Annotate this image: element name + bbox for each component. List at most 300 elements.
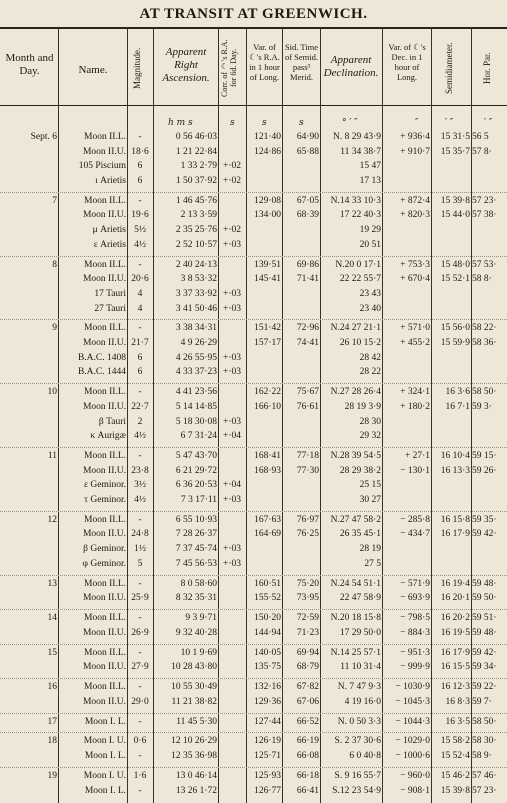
magnitude-cell: 4½ [134,431,146,442]
ra-variation-cell: 126·19 [254,736,281,747]
magnitude-cell: 6 [137,367,143,378]
units-semid: ′ ″ [445,118,454,128]
ra-variation-cell: 127·44 [254,716,281,727]
object-name-cell: Moon I. L. [84,785,126,796]
magnitude-cell: 29·0 [131,696,149,707]
horizontal-parallax-cell: 57 38· [472,210,497,221]
right-ascension-cell: 10 55 30·49 [171,682,217,693]
horizontal-parallax-cell: 58 36· [472,338,497,349]
semidiameter-cell: 15 58·2 [440,736,470,747]
object-name-cell: Moon II.U. [82,627,126,638]
right-ascension-cell: 11 45 5·30 [176,716,217,727]
ra-correction-cell: +·02 [222,225,242,236]
object-name-cell: Moon I. U. [83,770,126,781]
object-name-cell: Moon II.L. [84,578,126,589]
magnitude-cell: - [138,647,142,658]
month-day-cell: 16 [47,682,57,693]
object-name-cell: β Geminor. [83,544,126,555]
right-ascension-cell: 1 46 45·76 [175,195,217,206]
right-ascension-cell: 5 14 14·85 [175,401,217,412]
dec-variation-cell: − 1044·3 [395,716,430,727]
horizontal-parallax-cell: 58 50· [472,716,497,727]
magnitude-cell: - [138,514,142,525]
right-ascension-cell: 11 21 38·82 [171,696,217,707]
magnitude-cell: 24·8 [131,529,149,540]
header-apparent-ra: Apparent Right Ascension. [162,46,210,84]
declination-cell: 23 40 [359,303,381,314]
month-day-cell: 18 [47,736,57,747]
semidiameter-cell: 16 19·4 [440,578,470,589]
right-ascension-cell: 5 47 43·70 [175,451,217,461]
right-ascension-cell: 7 45 56·53 [175,558,217,569]
dec-variation-cell: − 1000·6 [395,751,430,762]
sidereal-time-cell: 69·86 [296,259,319,270]
object-name-cell: B.A.C. 1408 [77,352,126,363]
ra-variation-cell: 121·40 [254,132,281,142]
group-separator [0,644,507,645]
header-semidiameter: Semidiameter. [444,42,454,94]
header-hor-par: Hor. Par. [482,52,492,84]
sidereal-time-cell: 68·79 [296,662,319,673]
horizontal-parallax-cell: 59 15· [472,451,497,461]
semidiameter-cell: 15 35·7 [440,146,470,157]
sidereal-time-cell: 72·59 [296,613,319,624]
dec-variation-cell: − 960·0 [400,770,430,781]
magnitude-cell: 5 [137,558,143,569]
month-day-cell: 10 [47,387,57,398]
declination-cell: S. 9 16 55·7 [334,770,381,781]
month-day-cell: 15 [47,647,57,658]
ra-correction-cell: +·02 [222,161,242,172]
ra-variation-cell: 140·05 [254,647,281,658]
object-name-cell: 17 Tauri [94,288,126,299]
right-ascension-cell: 4 9 26·29 [180,338,217,349]
declination-cell: N.20 18 15·8 [330,613,381,624]
semidiameter-cell: 15 39·8 [440,195,470,206]
column-divider [153,28,154,803]
dec-variation-cell: + 27·1 [404,451,430,461]
page-title: AT TRANSIT AT GREENWICH. [139,6,368,22]
declination-cell: 28 42 [359,352,381,363]
magnitude-cell: - [138,195,142,206]
header-name: Name. [78,64,108,76]
object-name-cell: Moon II.U. [82,593,126,604]
semidiameter-cell: 16 3·5 [445,716,470,727]
ra-correction-cell: +·03 [222,494,242,505]
sidereal-time-cell: 66·08 [296,751,319,762]
group-separator [0,511,507,512]
sidereal-time-cell: 67·06 [296,696,319,707]
horizontal-parallax-cell: 58 9· [472,751,492,762]
ra-correction-cell: +·02 [222,175,242,186]
ra-variation-cell: 139·51 [254,259,281,270]
units-dec: ° ′ ″ [342,118,358,128]
declination-cell: N.24 54 51·1 [330,578,381,589]
dec-variation-cell: + 571·0 [400,323,430,334]
semidiameter-cell: 15 52·4 [440,751,470,762]
right-ascension-cell: 3 8 53·32 [180,274,217,285]
header-var-ra: Var. of ☾'s R.A. in 1 hour of Long. [249,42,280,82]
sidereal-time-cell: 67·82 [296,682,319,693]
magnitude-cell: 4½ [134,239,146,250]
sidereal-time-cell: 71·23 [296,627,319,638]
horizontal-parallax-cell: 59 42· [472,529,497,540]
semidiameter-cell: 16 3·6 [445,387,470,398]
horizontal-parallax-cell: 59 34· [472,662,497,673]
right-ascension-cell: 13 0 46·14 [175,770,217,781]
ra-correction-cell: +·03 [222,544,242,555]
horizontal-parallax-cell: 58 50· [472,387,497,398]
magnitude-cell: 20·6 [131,274,149,285]
object-name-cell: ε Geminor. [84,480,126,491]
dec-variation-cell: − 130·1 [400,465,430,476]
magnitude-cell: 0·6 [133,736,147,747]
object-name-cell: Moon I. L. [84,751,126,762]
declination-cell: 28 19 [359,544,381,555]
magnitude-cell: 26·9 [131,627,149,638]
dec-variation-cell: − 434·7 [400,529,430,540]
dec-variation-cell: − 999·9 [400,662,430,673]
ra-variation-cell: 166·10 [254,401,281,412]
declination-cell: N.28 39 54·5 [330,451,381,461]
horizontal-parallax-cell: 59 48· [472,578,497,589]
declination-cell: 25 15 [359,480,381,491]
dec-variation-cell: + 180·2 [400,401,430,412]
units-corr: s [230,118,235,128]
magnitude-cell: 6 [137,175,143,186]
dec-variation-cell: − 951·3 [400,647,430,658]
group-separator [0,609,507,610]
object-name-cell: Moon II.L. [84,613,126,624]
semidiameter-cell: 16 19·5 [440,627,470,638]
sidereal-time-cell: 73·95 [296,593,319,604]
semidiameter-cell: 16 15·5 [440,662,470,673]
ra-variation-cell: 151·42 [254,323,281,334]
header-month-day: Month and Day. [5,52,54,77]
dec-variation-cell: − 884·3 [400,627,430,638]
declination-cell: N. 7 47 9·3 [337,682,381,693]
magnitude-cell: - [138,716,142,727]
sidereal-time-cell: 64·90 [296,132,319,142]
dec-variation-cell: − 798·5 [400,613,430,624]
declination-cell: 6 0 40·8 [349,751,381,762]
ra-variation-cell: 164·69 [254,529,281,540]
horizontal-parallax-cell: 59 50· [472,593,497,604]
magnitude-cell: 1½ [134,544,146,555]
horizontal-parallax-cell: 57 23· [472,785,497,796]
ra-correction-cell: +·03 [222,558,242,569]
sidereal-time-cell: 72·96 [296,323,319,334]
group-separator [0,713,507,714]
declination-cell: N.27 47 58·2 [330,514,381,525]
sidereal-time-cell: 65·88 [296,146,319,157]
sidereal-time-cell: 77·30 [296,465,319,476]
ra-variation-cell: 134·00 [254,210,281,221]
units-ra: h m s [168,118,193,128]
group-separator [0,447,507,448]
right-ascension-cell: 7 28 26·37 [175,529,217,540]
right-ascension-cell: 12 35 36·98 [171,751,217,762]
dec-variation-cell: + 753·3 [400,259,430,270]
group-separator [0,192,507,193]
magnitude-cell: 21·7 [131,338,149,349]
magnitude-cell: - [138,613,142,624]
horizontal-parallax-cell: 59 35· [472,514,497,525]
column-divider [58,28,59,803]
ra-correction-cell: +·03 [222,367,242,378]
magnitude-cell: - [138,785,142,796]
group-separator [0,319,507,320]
sidereal-time-cell: 76·97 [296,514,319,525]
dec-variation-cell: − 571·9 [400,578,430,589]
right-ascension-cell: 6 21 29·72 [175,465,217,476]
month-day-cell: 11 [47,451,57,461]
semidiameter-cell: 16 17·9 [440,647,470,658]
magnitude-cell: 6 [137,352,143,363]
right-ascension-cell: 2 35 25·76 [175,225,217,236]
ra-variation-cell: 132·16 [254,682,281,693]
ra-variation-cell: 157·17 [254,338,281,349]
units-var-ra: s [262,118,267,128]
semidiameter-cell: 15 48·0 [440,259,470,270]
dec-variation-cell: − 693·9 [400,593,430,604]
dec-variation-cell: + 324·1 [400,387,430,398]
group-separator [0,732,507,733]
object-name-cell: Moon II.L. [84,387,126,398]
object-name-cell: Moon II.L. [84,514,126,525]
right-ascension-cell: 9 3 9·71 [185,613,217,624]
declination-cell: 28 19 3·9 [344,401,381,412]
horizontal-parallax-cell: 57 46· [472,770,497,781]
magnitude-cell: 27·9 [131,662,149,673]
month-day-cell: 7 [52,195,57,206]
object-name-cell: Moon II.U. [82,696,126,707]
magnitude-cell: - [138,132,142,142]
object-name-cell: μ Arietis [92,225,126,236]
object-name-cell: 27 Tauri [94,303,126,314]
semidiameter-cell: 15 52·1 [440,274,470,285]
declination-cell: 22 22 55·7 [339,274,381,285]
sidereal-time-cell: 74·41 [296,338,319,349]
ra-variation-cell: 168·41 [254,451,281,461]
declination-cell: 27 5 [364,558,381,569]
month-day-cell: 13 [47,578,57,589]
semidiameter-cell: 15 56·0 [440,323,470,334]
declination-cell: 19 29 [359,225,381,236]
magnitude-cell: 6 [137,161,143,172]
right-ascension-cell: 1 21 22·84 [175,146,217,157]
declination-cell: 17 29 50·0 [339,627,381,638]
declination-cell: 11 10 31·4 [340,662,381,673]
object-name-cell: Moon I. U. [83,736,126,747]
right-ascension-cell: 7 3 17·11 [180,494,217,505]
declination-cell: N.14 25 57·1 [330,647,381,658]
sidereal-time-cell: 76·25 [296,529,319,540]
magnitude-cell: 18·6 [131,146,149,157]
right-ascension-cell: 3 37 33·92 [175,288,217,299]
dec-variation-cell: + 820·3 [400,210,430,221]
object-name-cell: Moon II.L. [84,451,126,461]
ra-variation-cell: 145·41 [254,274,281,285]
right-ascension-cell: 8 32 35·31 [175,593,217,604]
group-separator [0,767,507,768]
declination-cell: 22 47 58·9 [339,593,381,604]
declination-cell: 26 35 45·1 [339,529,381,540]
month-day-cell: 8 [52,259,57,270]
ra-variation-cell: 125·71 [254,751,281,762]
horizontal-parallax-cell: 59 51· [472,613,497,624]
right-ascension-cell: 1 50 37·92 [175,175,217,186]
magnitude-cell: 25·9 [131,593,149,604]
sidereal-time-cell: 66·19 [296,736,319,747]
header-apparent-dec: Apparent Declination. [323,54,379,79]
magnitude-cell: - [138,751,142,762]
right-ascension-cell: 2 52 10·57 [175,239,217,250]
object-name-cell: B.A.C. 1444 [77,367,126,378]
header-sid-time: Sid. Time of Semid. pass³ Merid. [284,42,319,82]
dec-variation-cell: + 936·4 [400,132,430,142]
object-name-cell: κ Aurigæ [90,431,126,442]
month-day-cell: 12 [47,514,57,525]
month-day-cell: 14 [47,613,57,624]
right-ascension-cell: 10 28 43·80 [171,662,217,673]
magnitude-cell: - [138,578,142,589]
right-ascension-cell: 10 1 9·69 [180,647,217,658]
sidereal-time-cell: 66·41 [296,785,319,796]
horizontal-parallax-cell: 58 22· [472,323,497,334]
magnitude-cell: 22·7 [131,401,149,412]
ra-correction-cell: +·03 [222,352,242,363]
object-name-cell: ι Arietis [95,175,126,186]
magnitude-cell: 19·6 [131,210,149,221]
month-day-cell: 17 [47,716,57,727]
right-ascension-cell: 2 40 24·13 [175,259,217,270]
month-day-cell: 9 [52,323,57,334]
sidereal-time-cell: 75·20 [296,578,319,589]
horizontal-parallax-cell: 59 42· [472,647,497,658]
horizontal-parallax-cell: 57 23· [472,195,497,206]
object-name-cell: Moon II.U. [82,274,126,285]
group-separator [0,256,507,257]
header-var-dec: Var. of ☾'s Dec. in 1 hour of Long. [388,42,426,82]
semidiameter-cell: 16 13·3 [440,465,470,476]
right-ascension-cell: 8 0 58·60 [180,578,217,589]
dec-variation-cell: − 908·1 [400,785,430,796]
declination-cell: 30 27 [359,494,381,505]
dec-variation-cell: + 910·7 [400,146,430,157]
object-name-cell: 105 Piscium [78,161,126,172]
declination-cell: N.14 33 10·3 [330,195,381,206]
magnitude-cell: 4½ [134,494,146,505]
magnitude-cell: 4 [137,288,143,299]
group-separator [0,575,507,576]
dec-variation-cell: − 1030·9 [395,682,430,693]
dec-variation-cell: + 455·2 [400,338,430,349]
horizontal-parallax-cell: 59 48· [472,627,497,638]
right-ascension-cell: 5 18 30·08 [175,416,217,427]
dec-variation-cell: + 670·4 [400,274,430,285]
object-name-cell: ε Arietis [93,239,126,250]
object-name-cell: Moon II.U. [82,210,126,221]
right-ascension-cell: 3 38 34·31 [175,323,217,334]
object-name-cell: Moon II.L. [84,682,126,693]
object-name-cell: τ Geminor. [84,494,126,505]
ra-variation-cell: 129·36 [254,696,281,707]
object-name-cell: Moon II.U. [82,662,126,673]
ra-correction-cell: +·03 [222,288,242,299]
semidiameter-cell: 16 7·1 [445,401,470,412]
declination-cell: 29 32 [359,431,381,442]
right-ascension-cell: 4 41 23·56 [175,387,217,398]
magnitude-cell: 2 [137,416,143,427]
month-day-cell: Sept. 6 [30,132,57,142]
magnitude-cell: 23·8 [131,465,149,476]
right-ascension-cell: 6 55 10·93 [175,514,217,525]
ra-variation-cell: 162·22 [254,387,281,398]
magnitude-cell: - [138,682,142,693]
horizontal-parallax-cell: 57 53· [472,259,497,270]
magnitude-cell: - [138,451,142,461]
semidiameter-cell: 16 20·2 [440,613,470,624]
declination-cell: 28 22 [359,367,381,378]
object-name-cell: β Tauri [98,416,126,427]
object-name-cell: Moon II.U. [82,465,126,476]
ra-variation-cell: 125·93 [254,770,281,781]
ra-variation-cell: 144·94 [254,627,281,638]
header-magnitude: Magnitude. [132,47,142,89]
ra-correction-cell: +·03 [222,239,242,250]
ra-correction-cell: +·03 [222,303,242,314]
right-ascension-cell: 0 56 46·03 [175,132,217,142]
magnitude-cell: - [138,259,142,270]
object-name-cell: Moon II.U. [82,338,126,349]
magnitude-cell: - [138,387,142,398]
object-name-cell: Moon II.L. [84,647,126,658]
semidiameter-cell: 15 44·0 [440,210,470,221]
declination-cell: 20 51 [359,239,381,250]
right-ascension-cell: 4 33 37·23 [175,367,217,378]
magnitude-cell: 1·6 [133,770,147,781]
declination-cell: N.24 27 21·1 [330,323,381,334]
semidiameter-cell: 15 59·9 [440,338,470,349]
sidereal-time-cell: 66·52 [296,716,319,727]
declination-cell: 17 13 [359,175,381,186]
horizontal-parallax-cell: 58 8· [472,274,492,285]
horizontal-parallax-cell: 56 5 [472,132,489,142]
horizontal-parallax-cell: 59 7· [472,696,492,707]
month-day-cell: 19 [47,770,57,781]
declination-cell: 11 34 38·7 [340,146,381,157]
declination-cell: 17 22 40·3 [339,210,381,221]
horizontal-parallax-cell: 57 8· [472,146,492,157]
sidereal-time-cell: 75·67 [296,387,319,398]
units-par: ′ ″ [484,118,493,128]
dec-variation-cell: − 1045·3 [395,696,430,707]
semidiameter-cell: 15 31·5 [440,132,470,142]
ra-correction-cell: +·04 [222,480,242,491]
object-name-cell: Moon II.L. [84,132,126,142]
right-ascension-cell: 1 33 2·79 [180,161,217,172]
units-var-dec: ″ [415,118,419,128]
declination-cell: 4 19 16·0 [344,696,381,707]
semidiameter-cell: 16 8·3 [445,696,470,707]
sidereal-time-cell: 68·39 [296,210,319,221]
ra-variation-cell: 124·86 [254,146,281,157]
object-name-cell: Moon II.L. [84,195,126,206]
object-name-cell: Moon II.U. [82,529,126,540]
declination-cell: S. 2 37 30·6 [334,736,381,747]
dec-variation-cell: + 872·4 [400,195,430,206]
